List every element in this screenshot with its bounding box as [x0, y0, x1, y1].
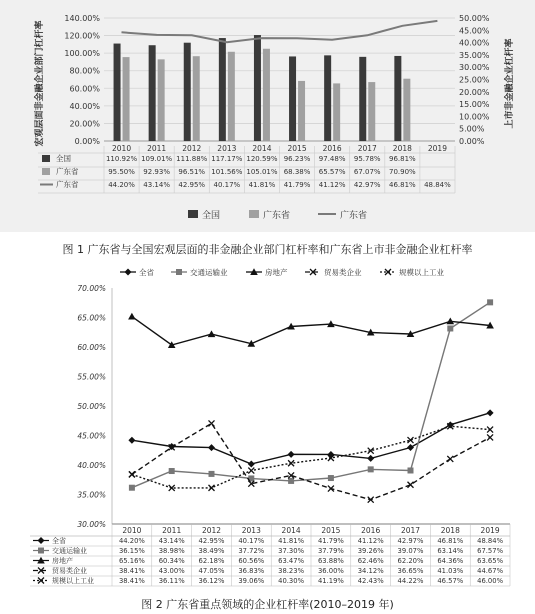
chart2-point: [447, 317, 455, 324]
chart2-table-cell: 63.47%: [278, 557, 305, 565]
chart2-table-cell: 36.11%: [158, 577, 185, 585]
chart1-ylabel-right: 上市非金融企业杠杆率: [505, 38, 515, 129]
chart2-point: [408, 482, 414, 488]
chart2-point: [129, 485, 135, 491]
chart2-point: [169, 468, 175, 474]
chart1-table-cell: 42.95%: [178, 181, 206, 189]
chart1-bar: [324, 55, 331, 141]
chart1-table-cell: 41.12%: [318, 181, 346, 189]
chart1-table-cell: 48.84%: [424, 181, 451, 189]
chart2-point: [209, 471, 215, 477]
chart1-table-cell: 96.23%: [283, 155, 311, 163]
chart2-table-series-name: 规模以上工业: [52, 577, 94, 585]
chart2-point: [248, 460, 255, 467]
chart1-ytick-left: 60.00%: [69, 84, 100, 94]
chart1-table-cell: 43.14%: [143, 181, 171, 189]
chart1-table-cell: 105.01%: [246, 168, 278, 176]
chart1-bar: [114, 44, 121, 141]
chart1-bar: [219, 38, 226, 141]
chart2-table-cell: 67.57%: [477, 547, 504, 555]
chart2-xtick: 2017: [400, 526, 421, 535]
chart1-ytick-right: 0.00%: [459, 137, 485, 146]
chart1-bar: [254, 35, 261, 141]
chart1-bar: [298, 81, 305, 141]
chart2-xtick: 2015: [321, 526, 341, 535]
chart1-table-cell: 101.56%: [211, 168, 243, 176]
chart2-table-cell: 38.41%: [118, 577, 145, 585]
chart2-table-cell: 42.43%: [357, 577, 384, 585]
chart2-table-series-name: 房地产: [52, 557, 73, 565]
chart1-ytick-right: 40.00%: [459, 38, 490, 48]
chart2-table-cell: 63.65%: [477, 557, 504, 565]
chart2-point: [288, 460, 294, 466]
chart2-ytick: 60.00%: [77, 343, 106, 352]
chart1-ytick-left: 140.00%: [64, 14, 100, 23]
chart2-table-cell: 42.97%: [397, 537, 424, 545]
chart1-xtick: 2015: [287, 144, 307, 153]
chart1-table-cell: 67.07%: [353, 168, 381, 176]
chart2-series-line: [132, 426, 490, 488]
chart1-bar: [184, 43, 191, 141]
chart1-xtick: 2013: [217, 144, 237, 153]
chart2: [0, 260, 535, 590]
chart1-ytick-right: 50.00%: [459, 14, 490, 23]
chart1-line-series: [122, 21, 438, 42]
chart1-table-cell: 109.01%: [141, 155, 173, 163]
chart2-ytick: 70.00%: [77, 284, 106, 293]
chart2-table-cell: 60.56%: [238, 557, 265, 565]
chart1-legend-label: 广东省: [263, 211, 291, 221]
chart2-table-cell: 62.18%: [198, 557, 225, 565]
chart2-table-cell: 63.88%: [317, 557, 344, 565]
chart2-xtick: 2010: [122, 526, 142, 535]
chart1-ytick-right: 45.00%: [459, 26, 490, 36]
chart2-table-cell: 46.57%: [437, 577, 464, 585]
chart1-bar: [394, 56, 401, 141]
chart1-bar: [123, 57, 130, 141]
chart2-xtick: 2013: [241, 526, 261, 535]
chart2-point: [447, 456, 453, 462]
chart2-point: [487, 427, 493, 433]
chart2-legend-label: 交通运输业: [190, 268, 228, 277]
chart2-point: [209, 420, 215, 426]
chart1-xtick: 2014: [252, 144, 272, 153]
chart1-table-cell: 96.81%: [388, 155, 416, 163]
chart2-point: [407, 444, 414, 451]
chart2-point: [208, 444, 215, 451]
chart2-legend-label: 贸易类企业: [324, 268, 362, 277]
chart2-table-cell: 37.72%: [238, 547, 265, 555]
chart2-series-line: [132, 423, 490, 499]
chart1-legend-key: [249, 210, 259, 218]
chart1-ytick-right: 10.00%: [459, 112, 490, 122]
chart2-table-cell: 38.98%: [158, 547, 185, 555]
chart2-xtick: 2011: [162, 526, 182, 535]
chart1-xtick: 2019: [427, 144, 447, 153]
chart2-point: [487, 299, 493, 305]
chart1-table-cell: 68.38%: [283, 168, 311, 176]
chart2-table-cell: 36.12%: [198, 577, 225, 585]
chart1-ytick-right: 35.00%: [459, 50, 490, 60]
chart2-table-series-name: 交通运输业: [52, 547, 87, 555]
chart2-point: [38, 548, 44, 554]
chart1-table-cell: 46.81%: [388, 181, 416, 189]
chart2-table-cell: 36.65%: [397, 567, 424, 575]
chart2-ytick: 65.00%: [77, 313, 106, 323]
chart2-table-cell: 37.79%: [317, 547, 344, 555]
chart1-ytick-left: 20.00%: [69, 119, 100, 129]
chart2-point: [368, 466, 374, 472]
chart2-table-cell: 40.30%: [278, 577, 305, 585]
chart2-table-cell: 39.07%: [397, 547, 424, 555]
chart1-table-cell: 111.88%: [176, 155, 208, 163]
chart2-table-cell: 62.46%: [357, 557, 384, 565]
chart1-table-cell: 65.57%: [318, 168, 346, 176]
chart1-table-cell: 95.78%: [353, 155, 381, 163]
chart2-point: [128, 313, 136, 320]
chart1-bar: [228, 52, 235, 141]
chart2-table-cell: 42.95%: [198, 537, 225, 545]
chart1-xtick: 2016: [322, 144, 342, 153]
chart2-table-cell: 64.36%: [437, 557, 464, 565]
chart2-point: [38, 537, 45, 544]
chart1-xtick: 2017: [357, 144, 377, 153]
chart1-table-series-name: 全国: [56, 154, 71, 163]
chart1-panel: [0, 0, 535, 232]
chart2-series-line: [132, 317, 490, 345]
chart1-table-cell: 92.93%: [143, 168, 171, 176]
chart2-table-cell: 41.79%: [317, 537, 344, 545]
chart2-table-series-name: 贸易类企业: [52, 567, 87, 575]
chart1: [0, 0, 535, 232]
chart2-ytick: 45.00%: [77, 431, 106, 441]
chart1-table-cell: 44.20%: [108, 181, 135, 189]
chart1-bar: [149, 45, 156, 141]
chart2-series-line: [132, 302, 490, 487]
chart2-table-cell: 39.26%: [357, 547, 384, 555]
chart1-legend-key: [188, 210, 198, 218]
chart1-table-series-name: 广东省: [56, 167, 79, 176]
chart2-table-cell: 47.05%: [198, 567, 225, 575]
chart2-point: [408, 467, 414, 473]
chart1-table-cell: 117.17%: [211, 155, 243, 163]
chart1-bar: [368, 82, 375, 141]
chart2-xtick: 2018: [440, 526, 460, 535]
chart2-table-cell: 40.17%: [238, 537, 265, 545]
chart1-legend-label: 全国: [202, 211, 221, 221]
chart2-table-cell: 41.81%: [278, 537, 305, 545]
chart2-table-cell: 65.16%: [118, 557, 145, 565]
chart2-point: [288, 478, 294, 484]
chart1-table-key: [42, 155, 50, 162]
chart2-caption: 图 2 广东省重点领域的企业杠杆率(2010–2019 年): [141, 598, 394, 611]
chart1-ytick-right: 30.00%: [459, 63, 490, 73]
chart2-ytick: 50.00%: [77, 402, 106, 411]
chart2-table-cell: 38.49%: [198, 547, 225, 555]
chart2-table-cell: 48.84%: [477, 537, 504, 545]
chart2-legend-label: 规模以上工业: [399, 268, 444, 277]
chart1-ylabel-left: 宏观层面非金融企业部门杠杆率: [35, 20, 45, 147]
chart2-point: [328, 475, 334, 481]
chart2-table-cell: 39.06%: [238, 577, 265, 585]
chart1-ytick-right: 20.00%: [459, 87, 490, 97]
chart2-ytick: 40.00%: [77, 461, 106, 470]
chart2-point: [447, 325, 453, 331]
chart1-xtick: 2011: [147, 144, 167, 153]
chart2-table-cell: 62.20%: [397, 557, 424, 565]
chart2-point: [176, 269, 182, 275]
chart1-table-cell: 96.51%: [178, 168, 206, 176]
chart2-table-cell: 46.00%: [477, 577, 504, 585]
chart2-xtick: 2019: [480, 526, 500, 535]
chart1-ytick-right: 25.00%: [459, 75, 490, 85]
chart2-table-cell: 36.15%: [118, 547, 145, 555]
chart2-table-cell: 63.14%: [437, 547, 464, 555]
chart2-table-cell: 44.20%: [118, 537, 145, 545]
chart2-xtick: 2012: [201, 526, 222, 535]
chart2-legend-label: 全省: [139, 268, 154, 277]
chart1-caption: 图 1 广东省与全国宏观层面的非金融企业部门杠杆率和广东省上市非金融企业杠杆率: [62, 243, 473, 256]
chart2-table-cell: 46.81%: [437, 537, 464, 545]
chart1-table-cell: 97.48%: [318, 155, 346, 163]
chart1-table-cell: 70.90%: [388, 168, 416, 176]
chart2-legend-label: 房地产: [265, 268, 288, 277]
chart1-table-cell: 40.17%: [213, 181, 241, 189]
chart1-table-cell: 41.81%: [248, 181, 276, 189]
chart1-ytick-right: 15.00%: [459, 100, 490, 110]
chart2-table-cell: 36.83%: [238, 567, 265, 575]
chart2-table-cell: 41.19%: [317, 577, 344, 585]
chart1-bar: [263, 49, 270, 141]
chart2-point: [125, 269, 132, 276]
chart2-table-cell: 38.41%: [118, 567, 145, 575]
chart1-ytick-left: 0.00%: [74, 137, 100, 146]
chart1-table-cell: 95.50%: [108, 168, 135, 176]
chart2-point: [248, 468, 254, 474]
chart1-xtick: 2010: [112, 144, 132, 153]
chart2-point: [487, 434, 493, 440]
chart2-point: [487, 409, 494, 416]
chart1-table-cell: 110.92%: [105, 155, 138, 163]
chart2-point: [208, 330, 216, 337]
chart1-table-series-name: 广东省: [56, 180, 79, 189]
chart2-ytick: 35.00%: [77, 490, 106, 500]
chart2-point: [209, 485, 215, 491]
chart2-table-cell: 44.67%: [477, 567, 504, 575]
chart1-bar: [333, 83, 340, 141]
chart1-ytick-right: 5.00%: [459, 124, 485, 134]
chart1-table-cell: 120.59%: [246, 155, 278, 163]
chart2-panel: [0, 260, 535, 590]
chart2-table-cell: 34.12%: [357, 567, 384, 575]
chart1-bar: [158, 59, 165, 141]
chart2-xtick: 2016: [361, 526, 381, 535]
chart1-ytick-left: 80.00%: [69, 66, 100, 76]
chart2-table-cell: 37.30%: [278, 547, 305, 555]
chart2-point: [128, 437, 135, 444]
chart2-table-cell: 38.23%: [278, 567, 305, 575]
chart2-table-series-name: 全省: [52, 537, 66, 545]
chart1-ytick-left: 120.00%: [64, 31, 100, 41]
chart2-point: [367, 455, 374, 462]
chart2-ytick: 30.00%: [77, 520, 106, 529]
chart2-xtick: 2014: [281, 526, 301, 535]
chart2-point: [447, 421, 454, 428]
chart1-ytick-left: 100.00%: [64, 49, 100, 59]
chart2-point: [288, 451, 295, 458]
chart1-bar: [193, 56, 200, 141]
chart1-ytick-left: 40.00%: [69, 101, 100, 111]
chart2-table-cell: 43.14%: [158, 537, 185, 545]
chart1-bar: [359, 57, 366, 141]
chart2-table-cell: 41.12%: [357, 537, 384, 545]
chart2-table-cell: 36.00%: [317, 567, 344, 575]
chart1-bar: [289, 56, 296, 141]
chart2-table-cell: 43.00%: [158, 567, 185, 575]
chart2-table-cell: 60.34%: [158, 557, 185, 565]
chart1-table-cell: 42.97%: [353, 181, 381, 189]
chart1-table-key: [42, 168, 50, 175]
chart1-table-cell: 41.79%: [283, 181, 311, 189]
chart2-table-cell: 41.03%: [437, 567, 464, 575]
chart2-ytick: 55.00%: [77, 372, 106, 382]
chart1-xtick: 2012: [182, 144, 202, 153]
chart2-table-cell: 44.22%: [397, 577, 424, 585]
chart1-legend-label: 广东省: [340, 211, 368, 221]
chart1-xtick: 2018: [392, 144, 412, 153]
chart1-bar: [403, 79, 410, 141]
